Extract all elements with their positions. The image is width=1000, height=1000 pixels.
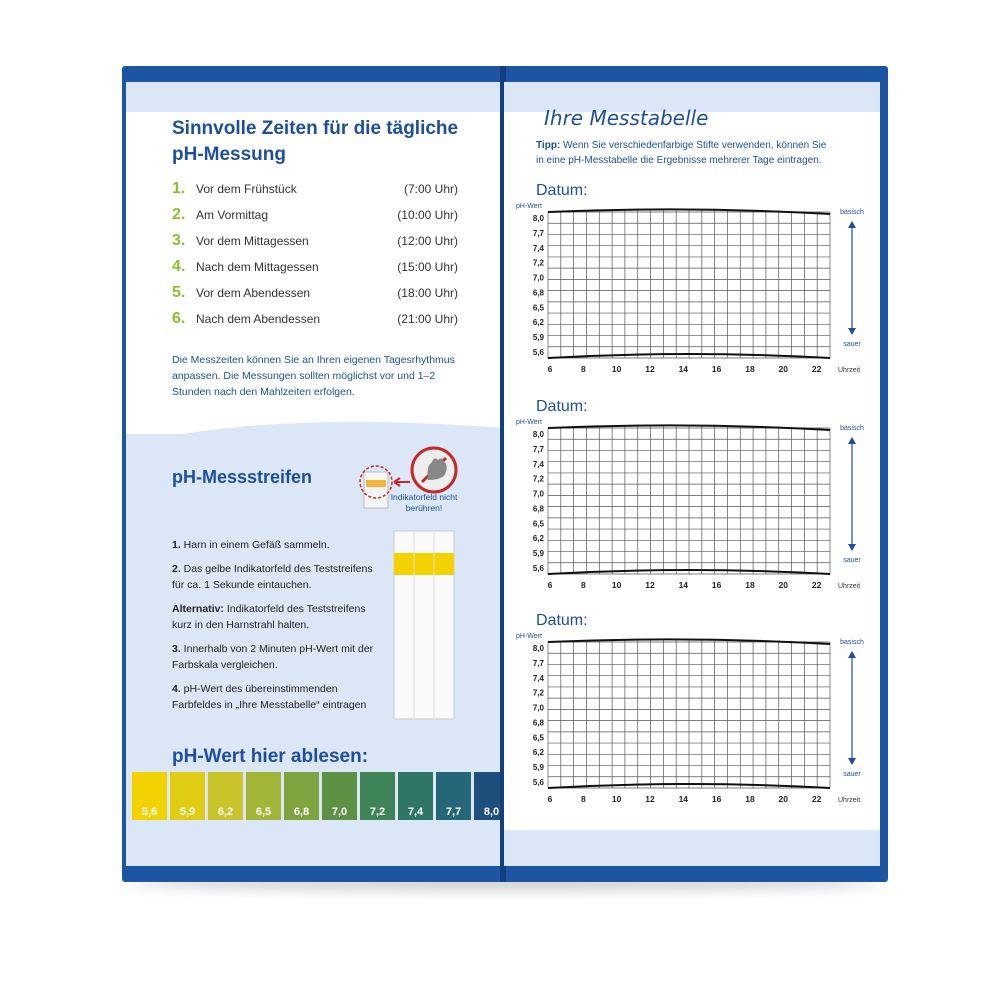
step-item xyxy=(172,641,384,673)
ph-swatch xyxy=(398,772,433,820)
y-tick-label: 7,2 xyxy=(532,474,544,484)
strips-title: pH-Messstreifen xyxy=(172,467,313,487)
x-tick-label: 14 xyxy=(678,794,689,804)
date-label: Datum: xyxy=(536,398,588,415)
x-tick-label: 22 xyxy=(811,364,822,374)
ph-swatch xyxy=(284,772,319,820)
ph-swatch-label: 7,2 xyxy=(369,806,386,818)
measurement-grid-1 xyxy=(512,174,868,388)
y-tick-label: 8,0 xyxy=(532,644,544,653)
x-tick-label: 22 xyxy=(811,794,822,804)
arrow-down-icon xyxy=(848,328,856,335)
y-tick-label: 7,0 xyxy=(532,489,544,499)
y-tick-label: 6,8 xyxy=(532,718,544,728)
arrow-down-icon xyxy=(848,758,856,765)
x-tick-label: 16 xyxy=(711,580,722,590)
ph-swatch-label: 5,9 xyxy=(179,806,196,818)
y-tick-label: 6,8 xyxy=(532,504,544,514)
time-number: 5. xyxy=(172,284,186,301)
x-tick-label: 10 xyxy=(611,364,622,374)
time-value: (12:00 Uhr) xyxy=(397,234,458,248)
ph-swatch-label: 8,0 xyxy=(483,806,500,818)
ph-swatch xyxy=(246,772,281,820)
y-axis-title: pH-Wert xyxy=(516,419,542,426)
x-tick-label: 16 xyxy=(711,794,722,804)
y-tick-label: 8,0 xyxy=(532,430,544,439)
y-tick-label: 5,9 xyxy=(532,549,544,559)
left-page xyxy=(126,82,502,866)
time-row xyxy=(172,284,458,310)
bottom-band xyxy=(504,830,880,866)
time-row xyxy=(172,206,458,232)
y-tick-label: 7,2 xyxy=(532,688,544,698)
ph-swatch xyxy=(132,772,167,820)
time-number: 4. xyxy=(172,258,186,275)
x-tick-label: 20 xyxy=(778,794,789,804)
y-tick-label: 6,5 xyxy=(532,733,544,743)
tip-text xyxy=(536,138,836,168)
y-tick-label: 7,4 xyxy=(532,459,544,469)
time-value: (10:00 Uhr) xyxy=(397,208,458,222)
right-page xyxy=(504,82,880,866)
arrow-bottom-label: sauer xyxy=(843,771,861,778)
time-row xyxy=(172,258,458,284)
time-value: (18:00 Uhr) xyxy=(397,286,458,300)
step-number: Alternativ: xyxy=(172,603,224,615)
x-tick-label: 8 xyxy=(580,794,586,804)
x-axis-title: Uhrzeit xyxy=(838,797,861,804)
ph-swatch-label: 5,6 xyxy=(141,806,158,818)
step-number: 3. xyxy=(172,643,181,655)
x-tick-label: 12 xyxy=(645,794,655,804)
ph-swatch-label: 7,0 xyxy=(331,806,348,818)
x-tick-label: 10 xyxy=(611,580,622,590)
arrow-bottom-label: sauer xyxy=(843,341,861,348)
ph-swatch-label: 6,2 xyxy=(217,806,234,818)
y-tick-label: 7,4 xyxy=(532,673,544,683)
x-tick-label: 12 xyxy=(645,580,655,590)
y-tick-label: 6,2 xyxy=(532,748,544,758)
time-row xyxy=(172,180,458,206)
time-label: Vor dem Abendessen xyxy=(196,286,311,300)
bottom-band xyxy=(126,830,502,866)
x-tick-label: 16 xyxy=(711,364,722,374)
step-item xyxy=(172,537,384,553)
measurement-grid-3 xyxy=(512,604,868,818)
y-tick-label: 6,2 xyxy=(532,534,544,544)
step-text: Innerhalb von 2 Minuten pH-Wert mit der Farbskala vergleichen. xyxy=(172,643,374,671)
ph-swatch xyxy=(208,772,243,820)
step-number: 1. xyxy=(172,539,181,551)
time-number: 1. xyxy=(172,180,186,197)
arrow-bottom-label: sauer xyxy=(843,557,861,564)
step-text: Harn in einem Gefäß sammeln. xyxy=(180,539,330,551)
time-label: Am Vormittag xyxy=(196,208,269,222)
step-text: Indikatorfeld des Teststreifens kurz in den Harnstrahl halten. xyxy=(172,603,366,631)
time-number: 3. xyxy=(172,232,186,249)
grid-lines xyxy=(548,639,830,788)
time-label: Vor dem Frühstück xyxy=(196,182,297,196)
times-list xyxy=(172,180,458,336)
x-tick-label: 6 xyxy=(547,794,553,804)
y-tick-label: 7,7 xyxy=(532,444,544,454)
arrow-up-icon xyxy=(848,437,856,444)
y-tick-label: 7,7 xyxy=(532,658,544,668)
arrow-top-label: basisch xyxy=(840,425,864,432)
grid-lines xyxy=(548,209,830,358)
step-item xyxy=(172,601,384,633)
step-number: 4. xyxy=(172,683,181,695)
time-label: Vor dem Mittagessen xyxy=(196,234,309,248)
y-tick-label: 5,6 xyxy=(532,778,544,787)
x-tick-label: 18 xyxy=(745,794,755,804)
x-tick-label: 14 xyxy=(678,580,689,590)
time-value: (15:00 Uhr) xyxy=(397,260,458,274)
x-tick-label: 14 xyxy=(678,364,689,374)
x-tick-label: 10 xyxy=(611,794,622,804)
y-tick-label: 5,9 xyxy=(532,333,544,343)
x-tick-label: 20 xyxy=(778,580,789,590)
test-strips-image xyxy=(388,527,462,723)
x-tick-label: 18 xyxy=(745,364,755,374)
tip-label: Tipp: xyxy=(536,140,561,151)
y-axis-title: pH-Wert xyxy=(516,203,542,210)
y-tick-label: 6,5 xyxy=(532,303,544,313)
y-tick-label: 7,4 xyxy=(532,243,544,253)
scale-title: pH-Wert hier ablesen: xyxy=(172,746,369,767)
x-tick-label: 12 xyxy=(645,364,655,374)
ph-swatch xyxy=(436,772,471,820)
time-row xyxy=(172,310,458,336)
ph-swatch xyxy=(474,772,502,820)
step-text: pH-Wert des übereinstimmenden Farbfeldes in „Ihre Messtabelle“ eintragen xyxy=(172,683,367,711)
step-item xyxy=(172,561,384,593)
y-tick-label: 6,8 xyxy=(532,288,544,298)
y-tick-label: 6,5 xyxy=(532,519,544,529)
grid-lines xyxy=(548,425,830,574)
arrow-up-icon xyxy=(848,221,856,228)
y-tick-label: 5,6 xyxy=(532,348,544,357)
arrow-up-icon xyxy=(848,651,856,658)
ph-swatch-label: 7,4 xyxy=(407,806,424,818)
x-tick-label: 22 xyxy=(811,580,822,590)
date-label: Datum: xyxy=(536,612,588,629)
x-tick-label: 8 xyxy=(580,364,586,374)
y-tick-label: 6,2 xyxy=(532,318,544,328)
time-label: Nach dem Abendessen xyxy=(196,312,321,326)
time-row xyxy=(172,232,458,258)
y-tick-label: 7,7 xyxy=(532,228,544,238)
time-value: (7:00 Uhr) xyxy=(403,182,458,196)
step-number: 2. xyxy=(172,563,181,575)
arrow-down-icon xyxy=(848,544,856,551)
ph-swatch xyxy=(322,772,357,820)
ph-swatch-label: 6,8 xyxy=(293,806,310,818)
y-axis-title: pH-Wert xyxy=(516,633,542,640)
table-title: Ihre Messtabelle xyxy=(544,106,709,130)
y-tick-label: 5,9 xyxy=(532,763,544,773)
time-value: (21:00 Uhr) xyxy=(397,312,458,326)
ph-swatch xyxy=(360,772,395,820)
time-number: 2. xyxy=(172,206,186,223)
step-text: Das gelbe Indikatorfeld des Teststreifens für ca. 1 Sekunde eintauchen. xyxy=(172,563,373,591)
x-tick-label: 8 xyxy=(580,580,586,590)
ph-swatch-label: 6,5 xyxy=(255,806,272,818)
times-title: Sinnvolle Zeiten für die tägliche pH-Messung xyxy=(172,118,459,165)
y-tick-label: 7,0 xyxy=(532,703,544,713)
y-tick-label: 5,6 xyxy=(532,564,544,573)
strip-caption: Indikatorfeld nicht berühren! xyxy=(390,492,458,513)
time-number: 6. xyxy=(172,310,186,327)
step-item xyxy=(172,681,384,713)
arrow-top-label: basisch xyxy=(840,639,864,646)
ph-swatch-label: 7,7 xyxy=(445,806,462,818)
ph-color-scale xyxy=(132,772,502,820)
time-label: Nach dem Mittagessen xyxy=(196,260,319,274)
steps-list xyxy=(172,537,384,721)
x-tick-label: 18 xyxy=(745,580,755,590)
y-tick-label: 7,2 xyxy=(532,258,544,268)
date-label: Datum: xyxy=(536,182,588,199)
x-tick-label: 20 xyxy=(778,364,789,374)
arrow-top-label: basisch xyxy=(840,209,864,216)
x-axis-title: Uhrzeit xyxy=(838,583,861,590)
y-tick-label: 7,0 xyxy=(532,273,544,283)
times-note: Die Messzeiten können Sie an Ihren eigenen Tagesrhythmus anpassen. Die Messungen sollten möglichst vor und 1–2 Stunden nach den Mahlzeiten erfolgen. xyxy=(172,354,455,398)
top-band xyxy=(126,82,502,112)
y-tick-label: 8,0 xyxy=(532,214,544,223)
x-axis-title: Uhrzeit xyxy=(838,367,861,374)
measurement-grid-2 xyxy=(512,390,868,604)
ph-swatch xyxy=(170,772,205,820)
x-tick-label: 6 xyxy=(547,580,553,590)
x-tick-label: 6 xyxy=(547,364,553,374)
tip-body: Wenn Sie verschiedenfarbige Stifte verwenden, können Sie in eine pH-Messtabelle die Ergebnisse mehrerer Tage eintragen. xyxy=(536,140,827,166)
